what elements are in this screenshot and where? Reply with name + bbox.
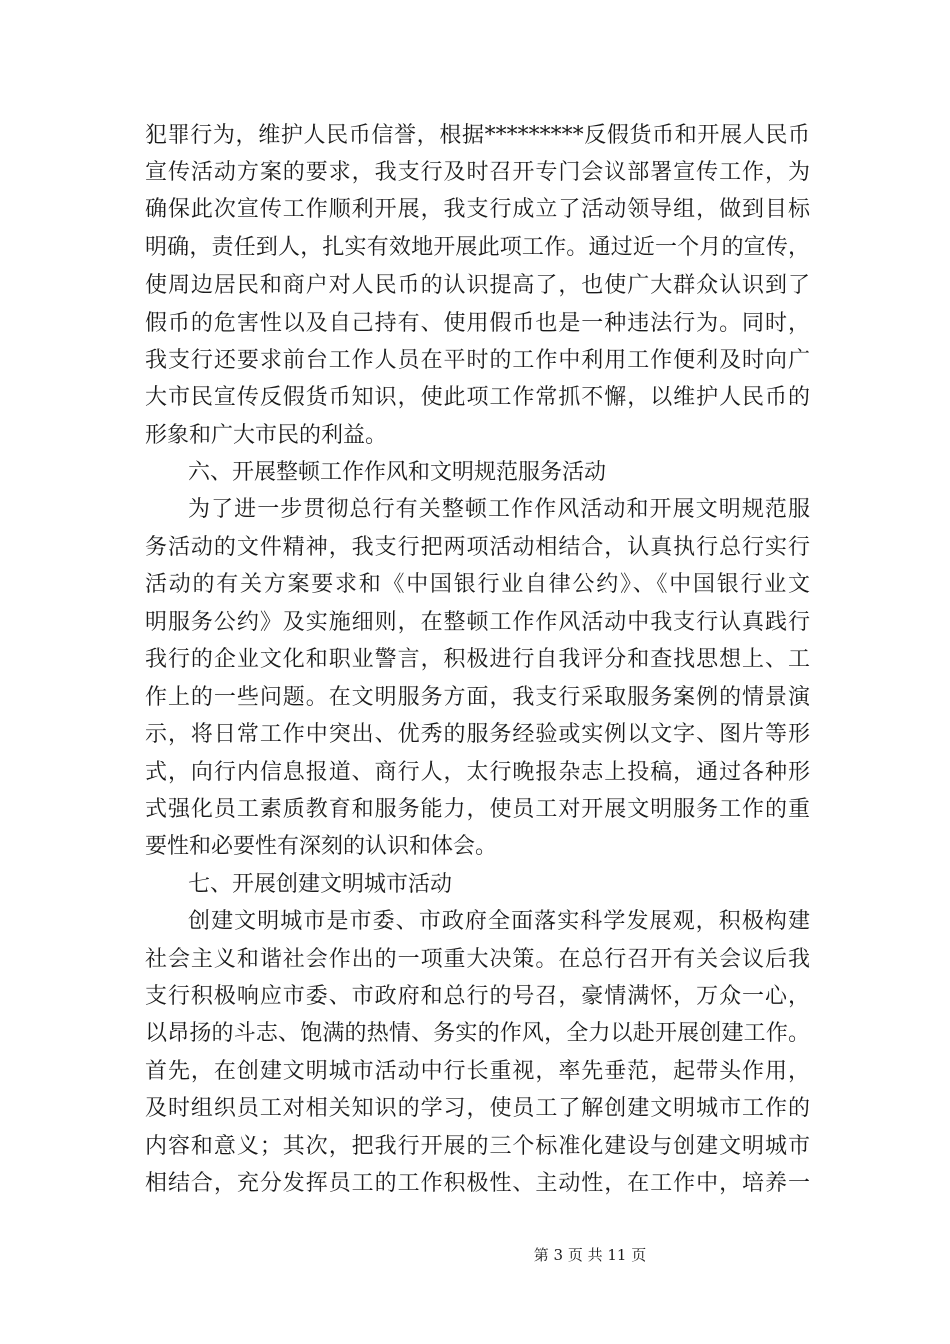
paragraph-line: 假币的危害性以及自己持有、使用假币也是一种违法行为。同时， xyxy=(145,311,810,336)
paragraph-line: 使周边居民和商户对人民币的认识提高了，也使广大群众认识到了 xyxy=(145,273,810,298)
paragraph-line: 相结合，充分发挥员工的工作积极性、主动性，在工作中，培养一 xyxy=(145,1171,810,1196)
paragraph-line: 以昂扬的斗志、饱满的热情、务实的作风，全力以赴开展创建工作。 xyxy=(145,1021,810,1046)
paragraph-line: 大市民宣传反假货币知识，使此项工作常抓不懈，以维护人民币的 xyxy=(145,385,810,410)
paragraph-line: 支行积极响应市委、市政府和总行的号召，豪情满怀，万众一心， xyxy=(145,984,810,1009)
paragraph-line: 为了进一步贯彻总行有关整顿工作作风活动和开展文明规范服 xyxy=(188,497,810,522)
paragraph-line: 作上的一些问题。在文明服务方面，我支行采取服务案例的情景演 xyxy=(145,685,810,710)
paragraph-line: 确保此次宣传工作顺利开展，我支行成立了活动领导组，做到目标 xyxy=(145,197,810,222)
paragraph-line: 示，将日常工作中突出、优秀的服务经验或实例以文字、图片等形 xyxy=(145,722,810,747)
page-number-footer: 第 3 页 共 11 页 xyxy=(533,1246,647,1264)
paragraph-line: 内容和意义；其次，把我行开展的三个标准化建设与创建文明城市 xyxy=(145,1134,810,1159)
paragraph-line: 创建文明城市是市委、市政府全面落实科学发展观，积极构建 xyxy=(188,909,810,934)
paragraph-line: 宣传活动方案的要求，我支行及时召开专门会议部署宣传工作，为 xyxy=(145,160,810,185)
paragraph-line: 务活动的文件精神，我支行把两项活动相结合，认真执行总行实行 xyxy=(145,535,810,560)
paragraph-line: 首先，在创建文明城市活动中行长重视，率先垂范，起带头作用， xyxy=(145,1059,810,1084)
paragraph-line: 要性和必要性有深刻的认识和体会。 xyxy=(145,834,498,859)
paragraph-line: 活动的有关方案要求和《中国银行业自律公约》、《中国银行业文 xyxy=(145,572,810,597)
paragraph-line: 我行的企业文化和职业警言，积极进行自我评分和查找思想上、工 xyxy=(145,647,810,672)
paragraph-line: 社会主义和谐社会作出的一项重大决策。在总行召开有关会议后我 xyxy=(145,947,810,972)
paragraph-line: 明服务公约》及实施细则，在整顿工作作风活动中我支行认真践行 xyxy=(145,610,810,635)
paragraph-line: 犯罪行为，维护人民币信誉，根据*********反假货币和开展人民币 xyxy=(145,123,810,148)
section-heading-7: 七、开展创建文明城市活动 xyxy=(188,872,453,897)
paragraph-line: 形象和广大市民的利益。 xyxy=(145,423,388,448)
section-heading-6: 六、开展整顿工作作风和文明规范服务活动 xyxy=(188,460,607,485)
paragraph-line: 式，向行内信息报道、商行人，太行晚报杂志上投稿，通过各种形 xyxy=(145,760,810,785)
paragraph-line: 及时组织员工对相关知识的学习，使员工了解创建文明城市工作的 xyxy=(145,1096,810,1121)
paragraph-line: 明确，责任到人，扎实有效地开展此项工作。通过近一个月的宣传， xyxy=(145,235,810,260)
paragraph-line: 我支行还要求前台工作人员在平时的工作中利用工作便利及时向广 xyxy=(145,348,810,373)
paragraph-line: 式强化员工素质教育和服务能力，使员工对开展文明服务工作的重 xyxy=(145,797,810,822)
